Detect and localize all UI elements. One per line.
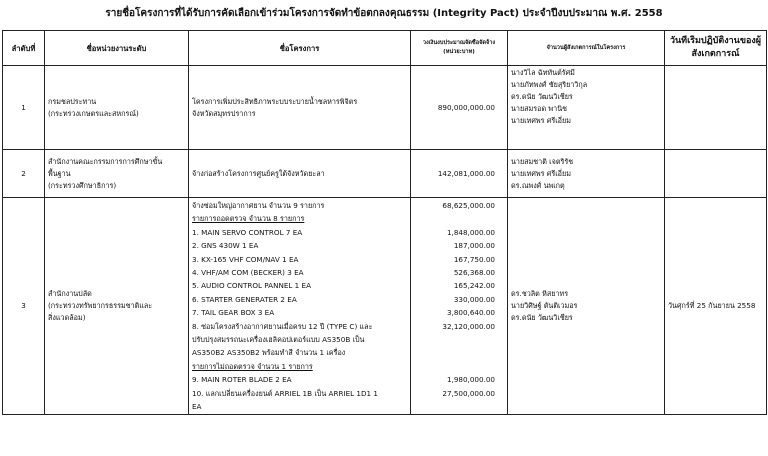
item-text: 6. STARTER GENERATER 2 EA: [192, 294, 297, 304]
observer-name: นายสมรอด พานิช: [511, 104, 567, 113]
table-row: [3, 150, 767, 198]
ministry-name: (กระทรวงศึกษาธิการ): [48, 180, 117, 190]
row-project: [189, 198, 411, 415]
ministry-name: (กระทรวงเกษตรและสหกรณ์): [48, 108, 139, 118]
header-start-line2: สังเกตการณ์: [691, 49, 740, 59]
header-start-line1: วันที่เริ่มปฏิบัติงานของผู้: [669, 36, 762, 46]
row-budget: 142,081,000.00: [411, 150, 508, 198]
observer-name: นายเทศพร ศรีเอี่ยม: [511, 168, 571, 178]
table-row: [3, 198, 767, 415]
item-text: 10. แลกเปลี่ยนเครื่องยนต์ ARRIEL 1B เป็น ARRIEL 1D1 1: [192, 388, 378, 398]
header-budget: [411, 31, 508, 66]
header-row: [3, 31, 767, 66]
item-amount: 32,120,000.00: [442, 321, 495, 331]
observer-name: นายภัทพงศ์ ชัยสุริยาวิกุล: [511, 80, 588, 89]
observer-name: ดร.ดนัย วัฒนวิเชียร: [511, 92, 573, 101]
agency-name: กรมชลประทาน: [48, 96, 97, 106]
ministry-name: สิ่งแวดล้อม): [48, 312, 86, 322]
item-amount: 187,000.00: [453, 241, 495, 251]
item-amount: 1,848,000.00: [446, 227, 495, 237]
ministry-name: (กระทรวงทรัพยากรธรรมชาติและ: [48, 300, 153, 310]
row-no: 1: [3, 66, 45, 150]
observer-name: ดร.ณพงศ์ นพเกตุ: [511, 180, 565, 190]
agency-name: พื้นฐาน: [48, 168, 71, 178]
row-start-date: วันศุกร์ที่ 25 กันยายน 2558: [665, 198, 767, 415]
row-observers: [508, 66, 665, 150]
item-text: 9. MAIN ROTER BLADE 2 EA: [192, 375, 292, 385]
header-project: ชื่อโครงการ: [189, 31, 411, 66]
observer-name: ดร.ชวลิต หิสยาทร: [511, 288, 569, 298]
row-project: [189, 66, 411, 150]
item-amount: [414, 400, 495, 413]
item-heading: รายการไม่ถอดตรวจ จำนวน 1 รายการ: [192, 361, 313, 371]
header-agency: ชื่อหน่วยงานระดับ: [45, 31, 189, 66]
item-amount: 68,625,000.00: [442, 201, 495, 210]
item-text: EA: [192, 402, 202, 412]
item-text: AS350B2 AS350B2 พร้อมทำสี จำนวน 1 เครื่อง: [192, 348, 346, 358]
item-amount: [414, 333, 495, 346]
item-amount: 1,980,000.00: [446, 375, 495, 385]
header-observers: จำนวนผู้สังเกตการณ์ในโครงการ: [508, 31, 665, 66]
item-text: 7. TAIL GEAR BOX 3 EA: [192, 308, 275, 318]
observer-name: ดร.ดนัย วัฒนวิเชียร: [511, 312, 573, 322]
row-observers: [508, 198, 665, 415]
observer-name: นายวิศิษฐ์ ตันติเวมอร: [511, 300, 578, 310]
row-budget: [411, 198, 508, 415]
item-amount: [414, 346, 495, 359]
row-no: 3: [3, 198, 45, 415]
row-no: 2: [3, 150, 45, 198]
item-amount: [414, 212, 495, 225]
item-text: 5. AUDIO CONTROL PANNEL 1 EA: [192, 281, 311, 291]
item-text: 3. KX-165 VHF COM/NAV 1 EA: [192, 254, 299, 264]
document-title: รายชื่อโครงการที่ได้รับการคัดเลือกเข้าร่วมโครงการจัดทำข้อตกลงคุณธรรม (Integrity Pact) ประจำปีงบประมาณ พ.ศ. 2558: [105, 8, 663, 19]
item-amount: 167,750.00: [453, 254, 495, 264]
item-amount: [414, 360, 495, 373]
row-start-date: [665, 66, 767, 150]
header-start-date: [665, 31, 767, 66]
observer-name: นายสมชาติ เจตริรัช: [511, 156, 574, 166]
item-amount: 165,242.00: [453, 281, 495, 291]
item-amount: 526,368.00: [453, 268, 495, 278]
item-amount: 330,000.00: [453, 294, 495, 304]
header-no: ลำดับที่: [3, 31, 45, 66]
item-text: 8. ซ่อมโครงสร้างอากาศยานเมื่อครบ 12 ปี (TYPE C) และ: [192, 321, 373, 331]
observer-name: นางวิไล ฉัททันต์รัศมี: [511, 68, 575, 77]
item-text: 4. VHF/AM COM (BECKER) 3 EA: [192, 268, 304, 278]
projects-table: [2, 30, 767, 415]
project-line: โครงการเพิ่มประสิทธิภาพระบบระบายน้ำชลหารพิจิตร: [192, 96, 358, 106]
item-text: ปรับปรุงสมรรถนะเครื่องเฮลิคอปเตอร์แบบ AS350B เป็น: [192, 335, 365, 345]
row-agency: [45, 198, 189, 415]
item-text: 1. MAIN SERVO CONTROL 7 EA: [192, 227, 303, 237]
row-agency: [45, 66, 189, 150]
item-amount: 3,800,640.00: [446, 308, 495, 318]
item-amount: 27,500,000.00: [442, 388, 495, 398]
agency-name: สำนักงานคณะกรรมการการศึกษาขั้น: [48, 156, 163, 166]
table-row: [3, 66, 767, 150]
header-budget-line2: (หน่วย:บาท): [443, 49, 475, 55]
row-budget: 890,000,000.00: [411, 66, 508, 150]
observer-name: นายเทศพร ศรีเอี่ยม: [511, 116, 571, 125]
row-agency: [45, 150, 189, 198]
agency-name: สำนักงานปลัด: [48, 288, 92, 298]
item-text: จ้างซ่อมใหญ่อากาศยาน จำนวน 9 รายการ: [192, 201, 325, 210]
project-line: จังหวัดสมุทรปราการ: [192, 108, 256, 118]
row-observers: [508, 150, 665, 198]
row-start-date: [665, 150, 767, 198]
row-project: จ้างก่อสร้างโครงการศูนย์ครูใต้จังหวัดยะลา: [189, 150, 411, 198]
item-heading: รายการถอดตรวจ จำนวน 8 รายการ: [192, 214, 305, 224]
header-budget-line1: วงเงินงบประมาณจัดซื้อจัดจ้าง: [422, 40, 496, 46]
item-text: 2. GNS 430W 1 EA: [192, 241, 259, 251]
